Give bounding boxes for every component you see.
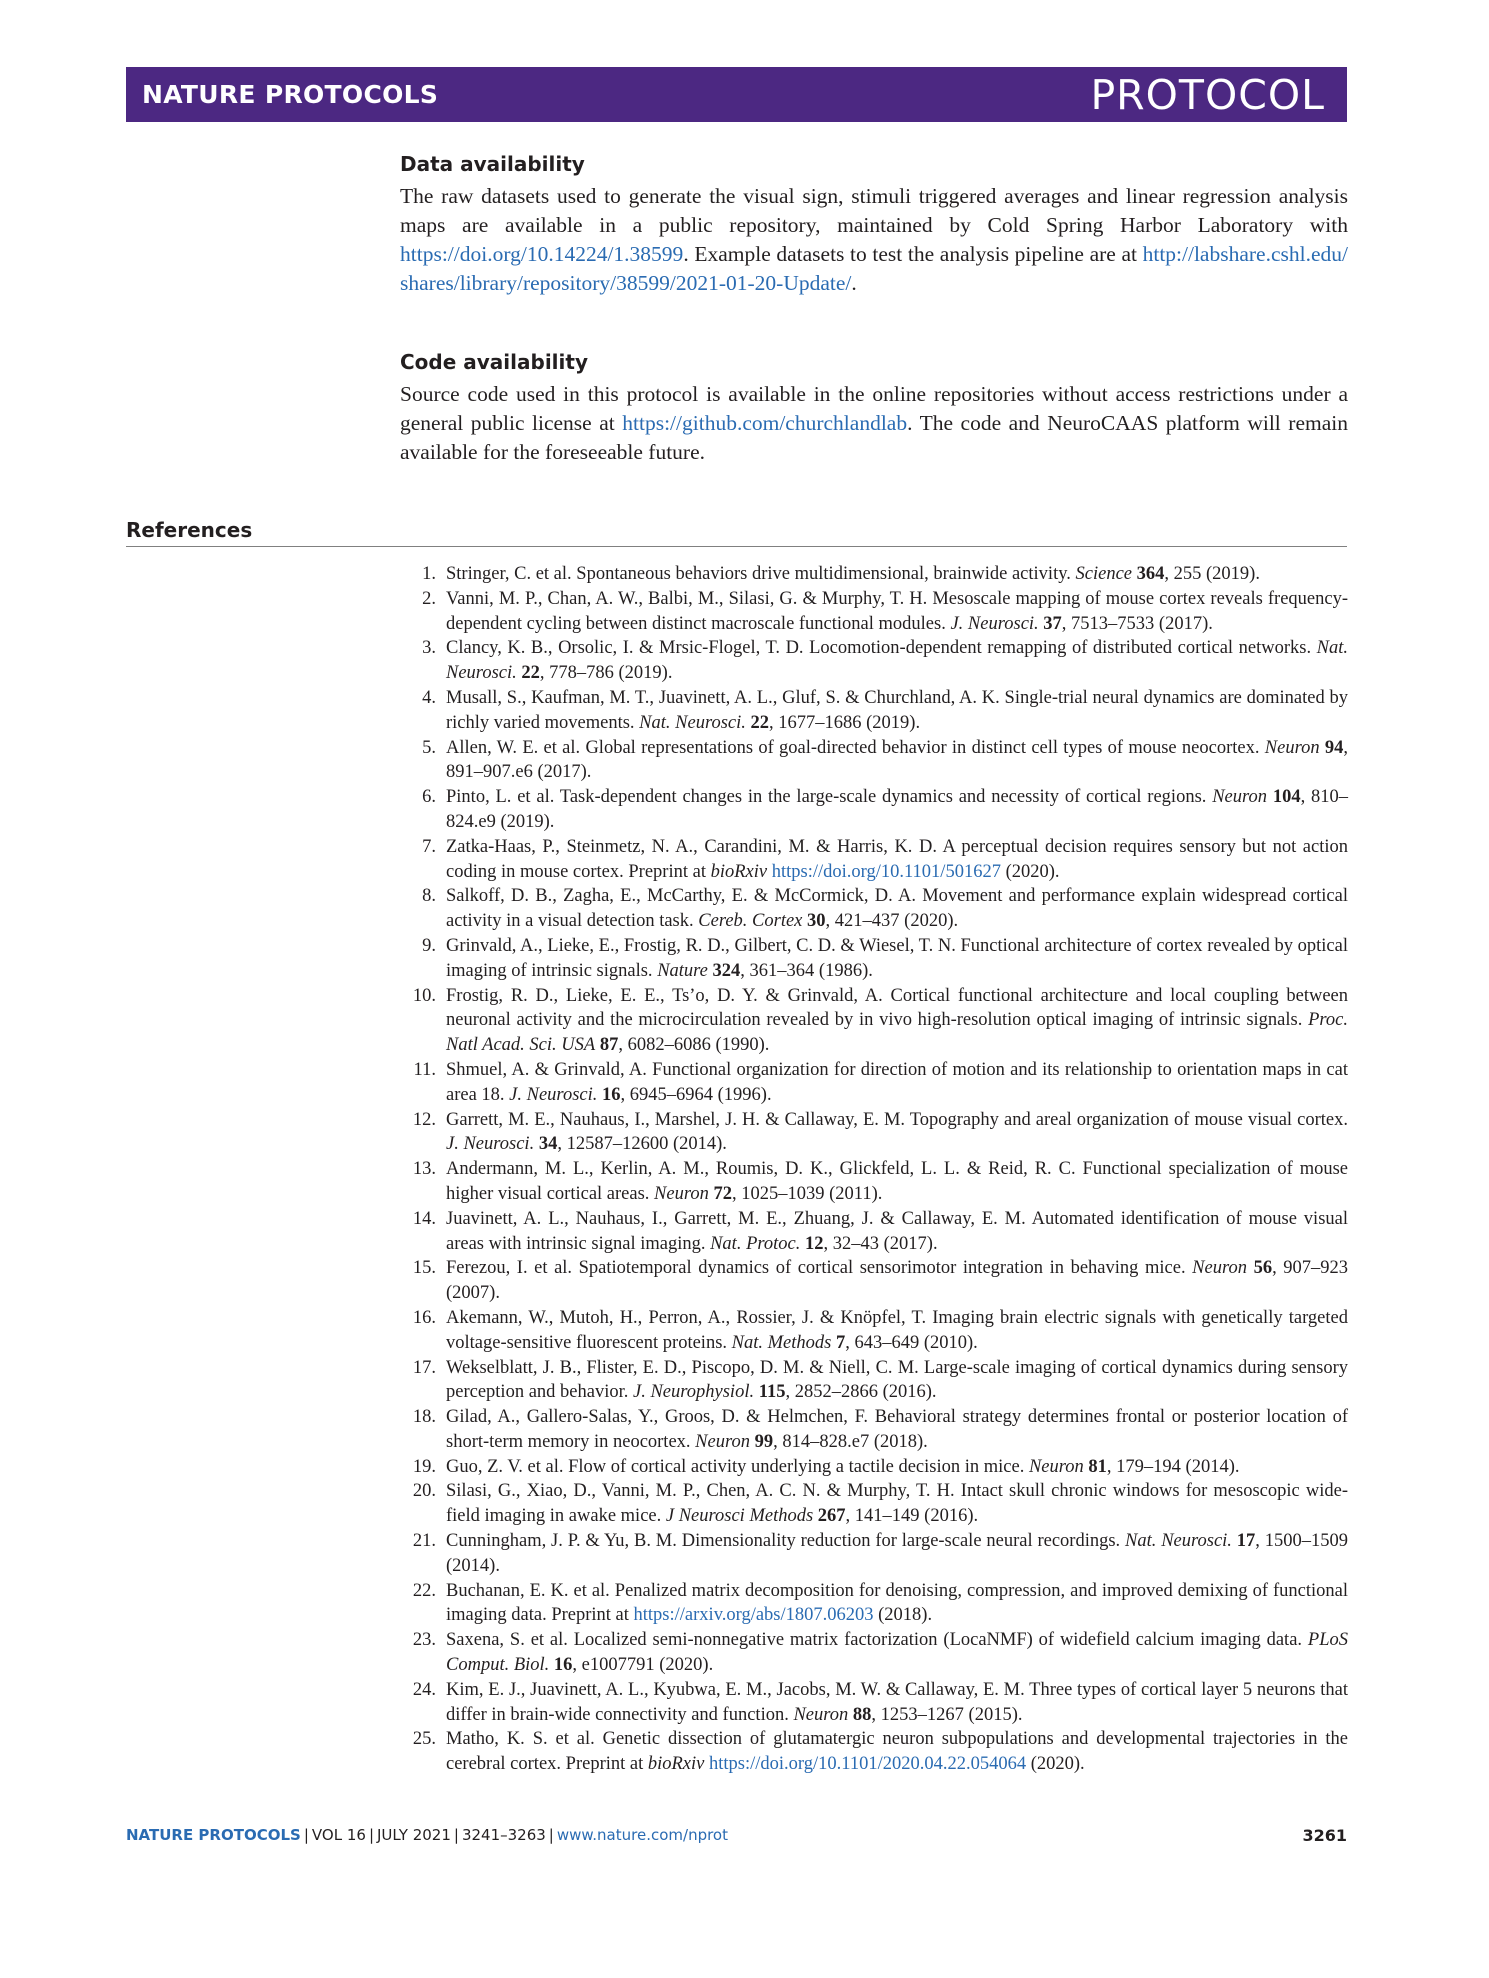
reference-journal: J. Neurosci. (950, 613, 1039, 634)
reference-text-part: , 7513–7533 (2017). (1061, 613, 1213, 634)
footer-separator: | (368, 1826, 374, 1844)
code-availability-text (400, 380, 1348, 467)
reference-text-part: , 421–437 (2020). (825, 911, 959, 932)
data-availability-text-1: The raw datasets used to generate the visual sign, stimuli triggered averages and linear regression analysis maps are available in a public repository, maintained by Cold Spring Harbor Laboratory with (400, 184, 1348, 237)
reference-journal: Cereb. Cortex (698, 911, 803, 932)
reference-text-part: Ferezou, I. et al. Spatiotemporal dynamics of cortical sensorimotor integration in behaving mice. (446, 1258, 1193, 1279)
reference-volume: 56 (1253, 1258, 1273, 1279)
footer-url-link[interactable]: www.nature.com/nprot (556, 1826, 728, 1844)
reference-text (446, 1256, 1348, 1306)
reference-volume: 12 (805, 1233, 824, 1254)
reference-text (446, 1628, 1348, 1678)
reference-text (446, 785, 1348, 835)
reference-number: 6. (422, 787, 436, 808)
footer-pages: 3241–3263 (461, 1826, 546, 1844)
reference-text-part: Andermann, M. L., Kerlin, A. M., Roumis, D. K., Glickfeld, L. L. & Reid, R. C. Functional specialization of mouse higher visual cortical areas. (446, 1159, 1348, 1204)
reference-number: 3. (422, 638, 436, 659)
reference-gap (436, 884, 446, 934)
reference-item (400, 1727, 1348, 1777)
reference-text-part: , 891–907.e6 (2017). (446, 737, 1348, 783)
reference-gap (436, 562, 446, 587)
reference-number: 20. (412, 1481, 436, 1502)
footer-journal: NATURE PROTOCOLS (126, 1826, 301, 1844)
reference-text (446, 562, 1348, 587)
data-availability-section (400, 152, 1348, 298)
reference-item (400, 1405, 1348, 1455)
reference-journal: J. Neurophysiol. (633, 1382, 755, 1403)
reference-journal: Nature (657, 960, 708, 981)
reference-gap (436, 1157, 446, 1207)
reference-text (446, 1579, 1348, 1629)
reference-volume: 72 (713, 1183, 732, 1204)
reference-volume: 37 (1043, 613, 1062, 634)
reference-gap (436, 1479, 446, 1529)
reference-text-part: , 141–149 (2016). (845, 1506, 979, 1527)
reference-text-part: , 810–824.e9 (2019). (446, 787, 1349, 832)
reference-gap (436, 934, 446, 984)
reference-gap (436, 1727, 446, 1777)
reference-volume: 7 (835, 1332, 846, 1353)
footer-separator: | (303, 1826, 309, 1844)
reference-text-part: Buchanan, E. K. et al. Penalized matrix decomposition for denoising, compression, and improved demixing of functional imaging data. Preprint at (446, 1580, 1348, 1626)
reference-text (446, 1306, 1348, 1356)
reference-number: 16. (412, 1307, 436, 1328)
reference-number: 7. (422, 836, 436, 857)
reference-text-part: Clancy, K. B., Orsolic, I. & Mrsic-Flogel, T. D. Locomotion-dependent remapping of distributed cortical networks. (446, 638, 1317, 659)
reference-number: 8. (422, 886, 436, 907)
reference-gap (436, 1628, 446, 1678)
reference-text-part: Allen, W. E. et al. Global representations of goal-directed behavior in distinct cell types of mouse neocortex. (446, 737, 1265, 758)
reference-gap (436, 636, 446, 686)
journal-name: NATURE PROTOCOLS (142, 80, 439, 109)
reference-text-part: Salkoff, D. B., Zagha, E., McCarthy, E. & McCormick, D. A. Movement and performance explain widespread cortical activity in a visual detection task. (446, 886, 1348, 932)
reference-number: 21. (412, 1531, 436, 1552)
reference-text (446, 1207, 1348, 1257)
reference-text (446, 736, 1348, 786)
reference-text-part: Wekselblatt, J. B., Flister, E. D., Piscopo, D. M. & Niell, C. M. Large-scale imaging of cortical dynamics during sensory perception and behavior. (446, 1357, 1348, 1403)
reference-text-part: Grinvald, A., Lieke, E., Frostig, R. D., Gilbert, C. D. & Wiesel, T. N. Functional architecture of cortex revealed by optical imaging of intrinsic signals. (446, 935, 1348, 981)
reference-gap (436, 736, 446, 786)
reference-text-part: Pinto, L. et al. Task-dependent changes in the large-scale dynamics and necessity of cortical regions. (446, 787, 1213, 808)
reference-volume: 22 (750, 712, 770, 733)
doi-repository-link[interactable]: https://doi.org/10.14224/1.38599 (400, 242, 684, 266)
footer-separator: | (453, 1826, 459, 1844)
reference-volume: 94 (1324, 737, 1344, 758)
data-availability-text (400, 182, 1348, 298)
reference-journal: Neuron (1192, 1258, 1247, 1279)
reference-text (446, 636, 1348, 686)
reference-volume: 81 (1088, 1456, 1107, 1477)
reference-item (400, 934, 1348, 984)
reference-item (400, 1678, 1348, 1728)
reference-text (446, 1356, 1348, 1406)
reference-journal: Neuron (1264, 737, 1320, 758)
reference-text-part: , 32–43 (2017). (823, 1233, 938, 1254)
reference-text-part: , e1007791 (2020). (572, 1655, 714, 1676)
reference-text (446, 1058, 1348, 1108)
footer-separator: | (548, 1826, 554, 1844)
reference-text-part: , 1025–1039 (2011). (732, 1183, 883, 1204)
reference-journal: Science (1075, 564, 1133, 584)
reference-text (446, 1405, 1348, 1455)
reference-gap (436, 1108, 446, 1158)
reference-number: 24. (412, 1679, 436, 1700)
reference-item (400, 835, 1348, 885)
reference-number: 11. (413, 1059, 436, 1080)
reference-number: 12. (412, 1109, 436, 1130)
reference-gap (436, 1306, 446, 1356)
reference-text-part: , 814–828.e7 (2018). (773, 1431, 928, 1452)
reference-journal: Neuron (793, 1704, 849, 1725)
reference-text (446, 1479, 1348, 1529)
reference-journal: Nat. Neurosci. (446, 638, 1348, 684)
reference-number: 23. (412, 1630, 436, 1651)
reference-text-part: , 778–786 (2019). (539, 663, 673, 684)
reference-text-part: Cunningham, J. P. & Yu, B. M. Dimensionality reduction for large-scale neural recordings. (446, 1531, 1125, 1552)
reference-journal: J Neurosci Methods (665, 1506, 814, 1527)
reference-item (400, 1529, 1348, 1579)
reference-item (400, 636, 1348, 686)
reference-journal: Neuron (1212, 787, 1268, 808)
reference-text (446, 1529, 1348, 1579)
reference-item (400, 736, 1348, 786)
reference-journal: bioRxiv (647, 1754, 705, 1775)
reference-number: 9. (422, 935, 436, 956)
reference-journal: Neuron (1028, 1456, 1084, 1477)
data-availability-text-3: . (851, 271, 857, 295)
reference-text (446, 1455, 1348, 1480)
reference-volume: 16 (602, 1084, 621, 1105)
footer-volume: VOL 16 (311, 1826, 366, 1844)
reference-text-part: Shmuel, A. & Grinvald, A. Functional organization for direction of motion and its relationship to orientation maps in cat area 18. (446, 1059, 1348, 1105)
reference-volume: 99 (754, 1431, 774, 1452)
github-link[interactable]: https://github.com/churchlandlab (622, 411, 908, 435)
reference-link[interactable]: https://arxiv.org/abs/1807.06203 (633, 1605, 874, 1626)
reference-journal: Nat. Methods (731, 1332, 832, 1353)
reference-journal: Nat. Protoc. (710, 1233, 801, 1254)
reference-number: 22. (412, 1580, 436, 1601)
reference-volume: 34 (538, 1134, 558, 1155)
reference-text (446, 1108, 1348, 1158)
reference-text-part: , 907–923 (2007). (446, 1258, 1349, 1304)
reference-number: 14. (412, 1208, 436, 1229)
reference-gap (436, 1058, 446, 1108)
reference-journal: Nat. Neurosci. (1125, 1531, 1232, 1552)
reference-number: 15. (412, 1258, 436, 1279)
reference-text-part: , 1253–1267 (2015). (871, 1704, 1023, 1725)
reference-text-part: , 6082–6086 (1990). (618, 1035, 770, 1056)
reference-text-part: Musall, S., Kaufman, M. T., Juavinett, A. L., Gluf, S. & Churchland, A. K. Single-trial neural dynamics are dominated by richly varied movements. (446, 687, 1348, 733)
reference-journal: Neuron (695, 1431, 750, 1452)
reference-number: 5. (422, 737, 436, 758)
reference-number: 18. (412, 1407, 436, 1428)
reference-number: 13. (412, 1159, 436, 1180)
reference-text-part: Saxena, S. et al. Localized semi-nonnegative matrix factorization (LocaNMF) of widefield calcium imaging data. (446, 1630, 1308, 1651)
reference-item (400, 1256, 1348, 1306)
reference-item (400, 562, 1348, 587)
reference-gap (436, 1579, 446, 1629)
code-availability-text-2: . The code and NeuroCAAS platform will remain available for the foreseeable future. (400, 411, 1348, 464)
reference-text-part: Zatka-Haas, P., Steinmetz, N. A., Carandini, M. & Harris, K. D. A perceptual decision requires sensory but not action coding in mouse cortex. Preprint at (446, 836, 1348, 882)
reference-text-part: (2020). (1026, 1754, 1085, 1775)
data-availability-text-2: . Example datasets to test the analysis pipeline are at (683, 242, 1143, 266)
reference-gap (436, 1256, 446, 1306)
reference-text-part: Garrett, M. E., Nauhaus, I., Marshel, J. H. & Callaway, E. M. Topography and areal organization of mouse visual cortex. (446, 1109, 1348, 1130)
article-type: PROTOCOL (1090, 70, 1325, 119)
code-availability-heading: Code availability (400, 350, 588, 374)
reference-text-part: Vanni, M. P., Chan, A. W., Balbi, M., Silasi, G. & Murphy, T. H. Mesoscale mapping of mouse cortex reveals frequency-dependent cycling between distinct macroscale functional modules. (446, 588, 1348, 634)
reference-text-part: , 255 (2019). (1164, 564, 1260, 584)
reference-text (446, 835, 1348, 885)
journal-header-bar (126, 67, 1347, 122)
reference-text-part: , 1500–1509 (2014). (446, 1531, 1348, 1576)
data-availability-heading: Data availability (400, 152, 585, 176)
reference-number: 25. (412, 1729, 436, 1750)
reference-journal: Nat. Neurosci. (639, 712, 746, 733)
reference-text-part: , 179–194 (2014). (1106, 1456, 1240, 1477)
footer-citation (126, 1826, 728, 1845)
reference-volume: 267 (817, 1506, 846, 1527)
reference-item (400, 1157, 1348, 1207)
reference-text (446, 686, 1348, 736)
reference-journal: bioRxiv (710, 861, 768, 882)
reference-volume: 88 (852, 1704, 872, 1725)
reference-text (446, 1157, 1348, 1207)
reference-item (400, 1058, 1348, 1108)
reference-volume: 17 (1236, 1531, 1256, 1552)
reference-text (446, 587, 1348, 637)
reference-item (400, 1207, 1348, 1257)
reference-item (400, 587, 1348, 637)
code-availability-text-1: Source code used in this protocol is available in the online repositories without access restrictions under a general public license at (400, 382, 1348, 435)
reference-gap (436, 785, 446, 835)
reference-text (446, 934, 1348, 984)
references-list (400, 562, 1348, 1777)
reference-gap (436, 587, 446, 637)
reference-link[interactable]: https://doi.org/10.1101/2020.04.22.054064 (709, 1754, 1027, 1775)
reference-text-part: Guo, Z. V. et al. Flow of cortical activity underlying a tactile decision in mice. (446, 1456, 1029, 1477)
reference-number: 4. (422, 687, 436, 708)
reference-text-part: Silasi, G., Xiao, D., Vanni, M. P., Chen, A. C. N. & Murphy, T. H. Intact skull chronic windows for mesoscopic wide-field imaging in awake mice. (446, 1481, 1348, 1527)
reference-item (400, 1628, 1348, 1678)
reference-number: 10. (412, 985, 436, 1006)
reference-text-part: , 6945–6964 (1996). (620, 1084, 772, 1105)
reference-text-part: Stringer, C. et al. Spontaneous behaviors drive multidimensional, brainwide activity. (446, 564, 1076, 584)
reference-text-part: Frostig, R. D., Lieke, E. E., Ts’o, D. Y. & Grinvald, A. Cortical functional architecture and local coupling between neuronal activity and the microcirculation revealed by in vivo high-resolution optical imaging of intrinsic signals. (446, 985, 1348, 1031)
reference-text-part: , 1677–1686 (2019). (769, 712, 921, 733)
reference-volume: 324 (712, 960, 741, 981)
reference-gap (436, 1405, 446, 1455)
reference-text-part: , 2852–2866 (2016). (785, 1382, 937, 1403)
reference-text-part: , 361–364 (1986). (740, 960, 873, 981)
reference-number: 1. (422, 564, 436, 584)
reference-text-part: (2020). (1000, 861, 1060, 882)
reference-item (400, 1455, 1348, 1480)
reference-journal: PLoS Comput. Biol. (446, 1630, 1348, 1676)
reference-journal: Neuron (654, 1183, 709, 1204)
reference-text-part: Akemann, W., Mutoh, H., Perron, A., Rossier, J. & Knöpfel, T. Imaging brain electric signals with genetically targeted voltage-sensitive fluorescent proteins. (446, 1307, 1348, 1353)
footer-date: JULY 2021 (377, 1826, 451, 1844)
reference-text (446, 884, 1348, 934)
reference-text-part: , 12587–12600 (2014). (557, 1134, 727, 1155)
reference-text (446, 1727, 1348, 1777)
reference-gap (436, 1356, 446, 1406)
reference-link[interactable]: https://doi.org/10.1101/501627 (771, 861, 1001, 882)
reference-volume: 104 (1272, 787, 1301, 808)
references-heading: References (126, 518, 1347, 547)
reference-text-part: (2018). (873, 1605, 933, 1626)
reference-journal: J. Neurosci. (446, 1134, 535, 1155)
reference-volume: 30 (807, 911, 826, 932)
reference-volume: 16 (553, 1655, 573, 1676)
reference-journal: J. Neurosci. (509, 1084, 598, 1105)
reference-item (400, 984, 1348, 1058)
reference-item (400, 1579, 1348, 1629)
labshare-link[interactable]: http://labshare.cshl.edu/shares/library/repository/38599/2021-01-20-Update/ (400, 242, 1348, 295)
reference-gap (436, 1678, 446, 1728)
reference-item (400, 1479, 1348, 1529)
reference-journal: Proc. Natl Acad. Sci. USA (446, 1010, 1348, 1056)
reference-number: 2. (422, 588, 436, 609)
page-footer (126, 1826, 1347, 1845)
reference-text-part: , 643–649 (2010). (845, 1332, 978, 1353)
reference-item (400, 686, 1348, 736)
reference-text-part: Matho, K. S. et al. Genetic dissection of glutamatergic neuron subpopulations and developmental trajectories in the cerebral cortex. Preprint at (446, 1729, 1348, 1775)
reference-item (400, 884, 1348, 934)
reference-item (400, 785, 1348, 835)
reference-text-part: Juavinett, A. L., Nauhaus, I., Garrett, M. E., Zhuang, J. & Callaway, E. M. Automated identification of mouse visual areas with intrinsic signal imaging. (446, 1208, 1348, 1254)
reference-volume: 87 (599, 1035, 619, 1056)
reference-volume: 115 (758, 1382, 786, 1403)
reference-volume: 364 (1136, 564, 1165, 584)
reference-item (400, 1356, 1348, 1406)
reference-gap (436, 984, 446, 1058)
reference-gap (436, 1529, 446, 1579)
reference-gap (436, 1207, 446, 1257)
reference-number: 17. (412, 1357, 436, 1378)
reference-text-part (1247, 1258, 1254, 1278)
code-availability-section (400, 350, 1348, 467)
reference-gap (436, 686, 446, 736)
page-number: 3261 (1302, 1826, 1347, 1845)
reference-text (446, 984, 1348, 1058)
reference-item (400, 1108, 1348, 1158)
reference-gap (436, 1455, 446, 1480)
reference-gap (436, 835, 446, 885)
reference-text-part: Gilad, A., Gallero-Salas, Y., Groos, D. & Helmchen, F. Behavioral strategy determines frontal or posterior location of short-term memory in neocortex. (446, 1407, 1348, 1452)
reference-number: 19. (412, 1456, 436, 1477)
reference-text-part: Kim, E. J., Juavinett, A. L., Kyubwa, E. M., Jacobs, M. W. & Callaway, E. M. Three types of cortical layer 5 neurons that differ in brain-wide connectivity and function. (446, 1679, 1348, 1725)
reference-volume: 22 (521, 663, 540, 684)
reference-text (446, 1678, 1348, 1728)
reference-item (400, 1306, 1348, 1356)
